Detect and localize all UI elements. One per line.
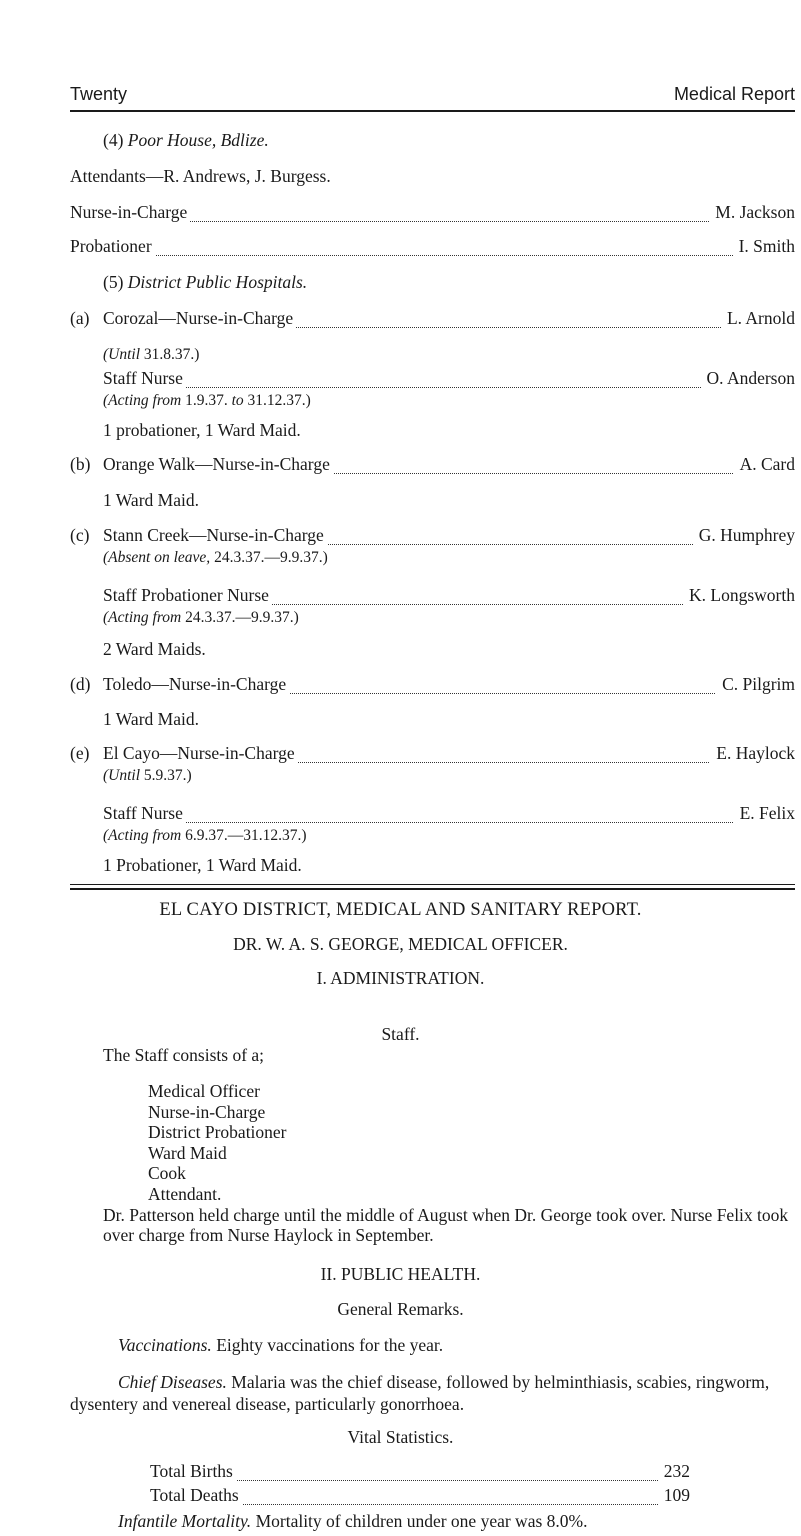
staff-list-item: District Probationer	[148, 1122, 287, 1142]
staff-list-item: Medical Officer	[148, 1081, 260, 1101]
el-cayo-note-acting: (Acting from 6.9.37.—31.12.37.)	[103, 827, 307, 844]
stann-creek-note-acting: (Acting from 24.3.37.—9.9.37.)	[103, 609, 299, 626]
staff-change-paragraph: Dr. Patterson held charge until the middle of August when Dr. George took over. Nurse Felix took over charge from Nurse Haylock in September.	[103, 1205, 789, 1245]
corozal-note-acting: (Acting from 1.9.37. to 31.12.37.)	[103, 392, 311, 409]
item-letter-d: (d)	[70, 674, 91, 694]
corozal-extra: 1 probationer, 1 Ward Maid.	[103, 420, 301, 440]
staff-intro: The Staff consists of a;	[103, 1045, 265, 1065]
vital-statistics-heading: Vital Statistics.	[347, 1427, 454, 1447]
item-letter-b: (b)	[70, 454, 91, 474]
el-cayo-note-until: (Until 5.9.37.)	[103, 767, 192, 784]
chief-diseases-paragraph: Chief Diseases. Malaria was the chief disease, followed by helminthiasis, scabies, ringworm, dysentery and venereal disease, particularly gonorrhoea.	[70, 1372, 770, 1414]
nurse-in-charge-row: Nurse-in-Charge M. Jackson	[70, 202, 795, 222]
section-administration: I. ADMINISTRATION.	[316, 968, 485, 988]
item-letter-a: (a)	[70, 308, 90, 328]
infantile-mortality-line: Infantile Mortality. Mortality of children under one year was 8.0%.	[118, 1511, 588, 1531]
staff-heading: Staff.	[381, 1024, 420, 1044]
item-letter-e: (e)	[70, 743, 90, 763]
page-header-left: Twenty	[70, 84, 128, 104]
total-deaths-row: Total Deaths 109	[150, 1485, 690, 1505]
total-births-row: Total Births 232	[150, 1461, 690, 1481]
orange-walk-row: Orange Walk—Nurse-in-Charge A. Card	[103, 454, 795, 474]
district-heading: (5) District Public Hospitals.	[103, 272, 308, 292]
corozal-row: Corozal—Nurse-in-Charge L. Arnold	[103, 308, 795, 328]
staff-list	[148, 1081, 287, 1204]
general-remarks-heading: General Remarks.	[337, 1299, 464, 1319]
stann-creek-note-absent: (Absent on leave, 24.3.37.—9.9.37.)	[103, 549, 328, 566]
staff-list-item: Cook	[148, 1163, 186, 1183]
corozal-staff-row: Staff Nurse O. Anderson	[103, 368, 795, 388]
page-header-right: Medical Report	[673, 84, 795, 104]
staff-list-item: Nurse-in-Charge	[148, 1101, 266, 1122]
stann-creek-staff-row: Staff Probationer Nurse K. Longsworth	[103, 585, 795, 605]
staff-list-item: Attendant.	[148, 1183, 222, 1204]
staff-list-item: Ward Maid	[148, 1142, 227, 1163]
section-public-health: II. PUBLIC HEALTH.	[320, 1264, 481, 1284]
report-title: EL CAYO DISTRICT, MEDICAL AND SANITARY REPORT.	[159, 900, 642, 920]
stann-creek-row: Stann Creek—Nurse-in-Charge G. Humphrey	[103, 525, 795, 545]
vaccinations-line: Vaccinations. Eighty vaccinations for the year.	[118, 1335, 444, 1355]
report-officer: DR. W. A. S. GEORGE, MEDICAL OFFICER.	[233, 934, 568, 954]
el-cayo-row: El Cayo—Nurse-in-Charge E. Haylock	[103, 743, 795, 763]
section-rule-top	[70, 884, 795, 885]
orange-walk-extra: 1 Ward Maid.	[103, 490, 199, 510]
section-rule-bottom	[70, 888, 795, 890]
el-cayo-extra: 1 Probationer, 1 Ward Maid.	[103, 855, 302, 875]
header-rule	[70, 110, 795, 112]
toledo-row: Toledo—Nurse-in-Charge C. Pilgrim	[103, 674, 795, 694]
probationer-row: Probationer I. Smith	[70, 236, 795, 256]
toledo-extra: 1 Ward Maid.	[103, 709, 199, 729]
el-cayo-staff-row: Staff Nurse E. Felix	[103, 803, 795, 823]
attendants-line: Attendants—R. Andrews, J. Burgess.	[70, 166, 331, 186]
corozal-note-until: (Until 31.8.37.)	[103, 346, 200, 363]
poor-house-heading: (4) Poor House, Bdlize.	[103, 130, 269, 150]
stann-creek-extra: 2 Ward Maids.	[103, 639, 206, 659]
item-letter-c: (c)	[70, 525, 90, 545]
